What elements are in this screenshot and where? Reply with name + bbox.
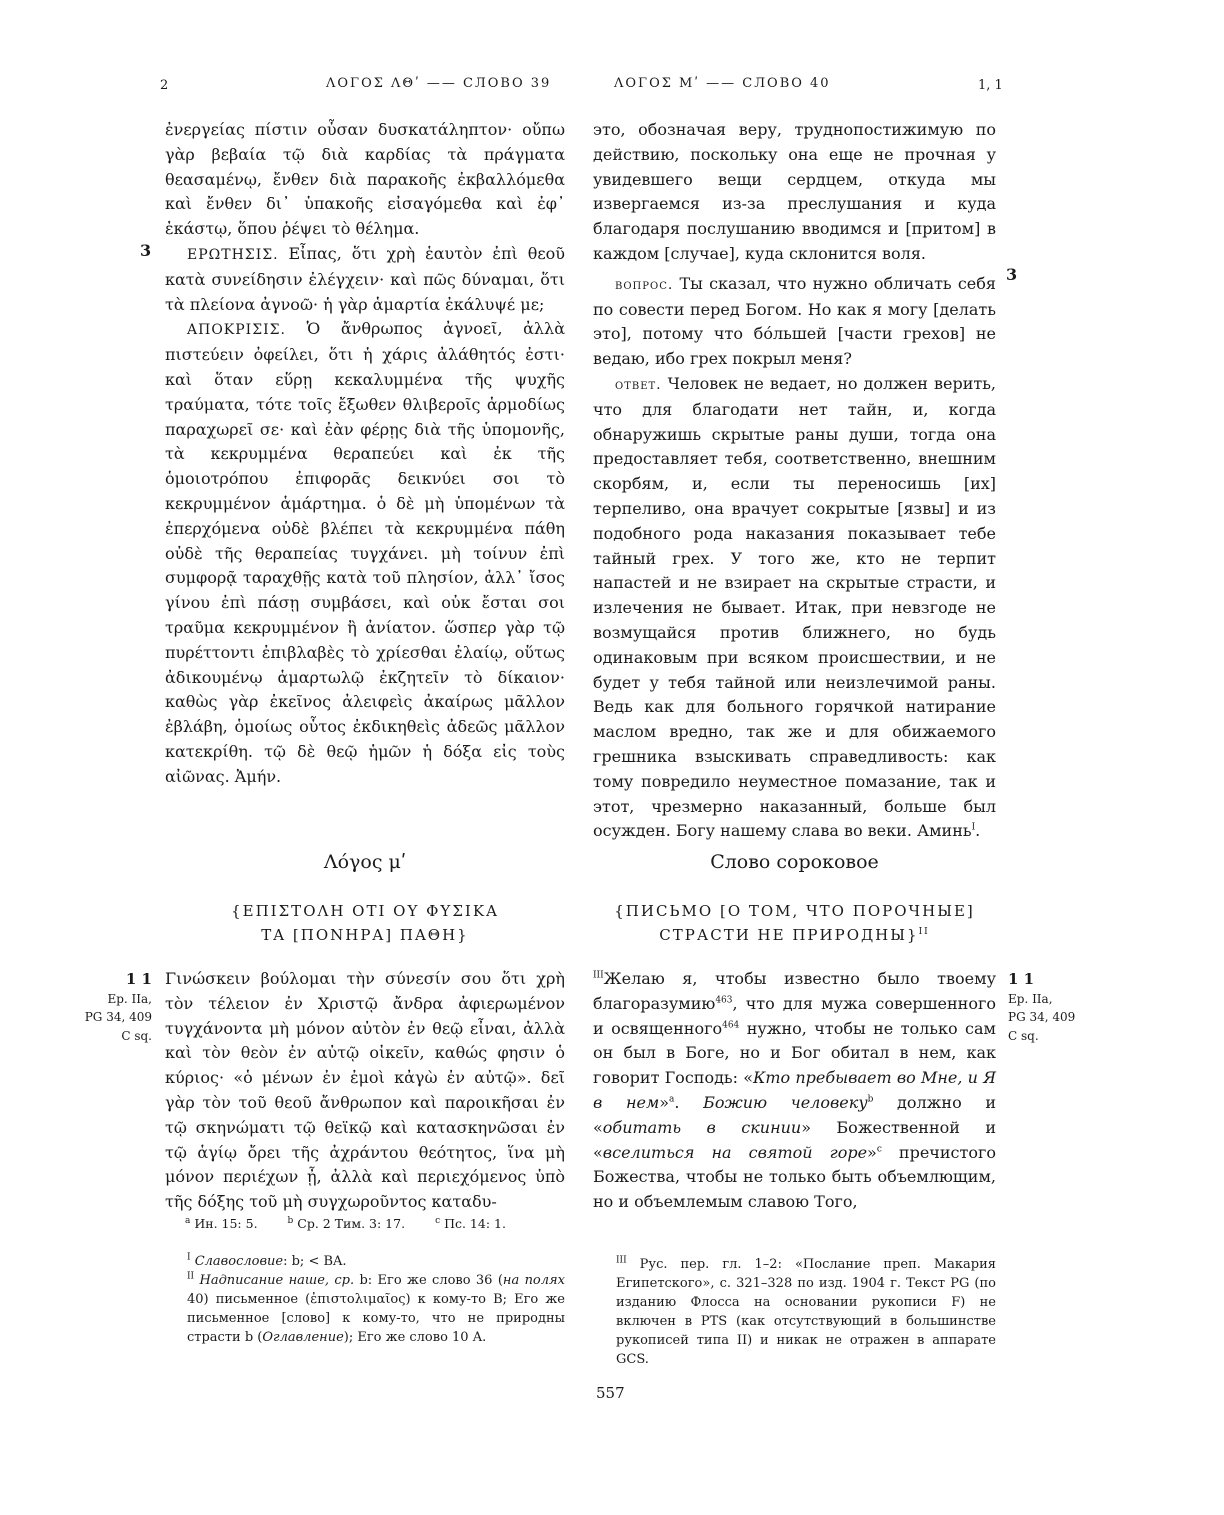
greek-answer-label: ΑΠΟΚΡΙΣΙΣ. <box>187 322 286 339</box>
margin-ref-line2-left: PG 34, 409 <box>84 1010 152 1024</box>
margin-ref-line1-left: Ep. IIa, <box>107 991 152 1006</box>
russian-answer-end: . <box>975 821 981 841</box>
bible-mark-b: b <box>867 1094 874 1105</box>
footnote-mark-I: I <box>971 822 976 833</box>
footnotes-right <box>616 1255 996 1369</box>
greek-subtitle-line2: ΤΑ [ΠΟΝΗΡΑ] ΠΑΘΗ} <box>261 926 469 944</box>
margin-ref-line3-right: C sq. <box>1008 1028 1039 1043</box>
russian-answer-label: ответ. <box>615 376 662 393</box>
russian-subtitle-line2-text: СТРАСТИ НЕ ПРИРОДНЫ} <box>659 926 919 944</box>
russian-question-label: вопрос. <box>615 276 674 293</box>
greek-column-bottom <box>165 967 565 1215</box>
text-run: , что для мужа совершенного и освященного <box>593 993 996 1038</box>
page-number-left: 2 <box>160 78 169 93</box>
greek-question-text: Εἶπας, ὅτι χρὴ ἑαυτὸν ἐπὶ θεοῦ κατὰ συνείδησιν ἐλέγχειν· καὶ πῶς δύναμαι, ὅτι τὰ πλείονα ἀγνοῶ· ἡ γὰρ ἁμαρτία ἐκάλυψέ με; <box>165 243 565 314</box>
footnote-mark-III: III <box>593 970 604 981</box>
bible-mark-c: c <box>876 1144 882 1155</box>
margin-ref-line2-right: PG 34, 409 <box>1008 1010 1076 1024</box>
note-mark-464: 464 <box>722 1020 740 1031</box>
text-run: » Божественной и « <box>593 1117 996 1162</box>
margin-ref-line3-left: C sq. <box>121 1028 152 1043</box>
russian-title: Слово сороковое <box>710 851 879 873</box>
text-run: пречистого Божества, чтобы не только быть объемлющим, но и объемлемым славою Того, <box>593 1142 996 1212</box>
footnote-II: $^{II}$ Надписание наше, ср. b: Его же слово 36 (на полях 40) письменное (ἐπιστολιμαῖος) к кому-то B; Его же письменное [слово] к кому-то, что не природны страсти b (Оглавление); Его же слово 10 A. <box>187 1271 565 1345</box>
section-number-left: 3 <box>140 241 152 260</box>
russian-letter-text <box>593 967 996 1215</box>
text-run: » <box>867 1142 877 1162</box>
text-run: . <box>674 1092 704 1112</box>
greek-question <box>165 242 565 317</box>
running-head-right: ΛΟΓΟΣ Μʹ —— СЛОВО 40 <box>614 76 831 91</box>
russian-subtitle <box>593 899 996 947</box>
greek-paragraph-1: ἐνεργείας πίστιν οὖσαν δυσκατάληπτον· οὔπω γὰρ βεβαία τῷ διὰ καρδίας τὰ πράγματα θεασαμένῳ, ἔνθεν διὰ παρακοῆς ἐκβαλλόμεθα καὶ ἔνθεν δι᾽ ὑπακοῆς εἰσαγόμεθα καὶ ἐφ᾽ ἑκάστῳ, ὅπου ῥέψει τὸ θέλημα. <box>165 120 565 239</box>
text-run: » <box>659 1092 670 1112</box>
russian-answer <box>593 372 996 844</box>
running-head-left: ΛΟΓΟΣ ΛΘʹ —— СЛОВО 39 <box>326 76 552 91</box>
greek-title: Λόγος μʹ <box>323 851 407 873</box>
footnote-III: $^{III}$ Рус. пер. гл. 1–2: «Послание преп. Макария Египетского», с. 321–328 по изд. 1904 г. Текст PG (по изданию Флосса на основании рукописи F) не включен в PTS (как отсутствующий в большинстве рукописей типа II) и никак не отражен в аппарате GCS. <box>616 1255 996 1367</box>
russian-column-bottom <box>593 967 996 1215</box>
greek-letter-text: Γινώσκειν βούλομαι τὴν σύνεσίν σου ὅτι χρὴ τὸν τέλειον ἐν Χριστῷ ἄνδρα ἀφιερωμένον τυγχάνοντα μὴ μόνον αὐτὸν ἐν θεῷ εἶναι, ἀλλὰ καὶ τὸν θεὸν ἐν αὐτῷ οἰκεῖν, καθώς φησιν ὁ κύριος· «ὁ μένων ἐν ἐμοὶ κἀγὼ ἐν αὐτῷ». δεῖ γὰρ τὸν τοῦ θεοῦ ἄνθρωπον καὶ παροικῆσαι ἐν τῷ σκηνώματι τῷ θεϊκῷ καὶ κατασκηνῶσαι ἐν τῷ ἁγίῳ ὄρει τῆς ἀχράντου θεότητος, ἵνα μὴ μόνον περιέχων ᾖ, ἀλλὰ καὶ περιεχόμενος ὑπὸ τῆς δόξης τοῦ μὴ συγχωροῦντος καταδυ- <box>165 969 565 1212</box>
russian-question-text: Ты сказал, что нужно обличать себя по совести перед Богом. Но как я могу [делать это], потому что бóльшей [части грехов] не ведаю, ибо грех покрыл меня? <box>593 273 996 369</box>
bible-ref-a: $^a$ Ин. 15: 5. <box>185 1215 258 1231</box>
bible-ref-c: $^c$ Пс. 14: 1. <box>435 1215 506 1231</box>
quote-italic: вселиться на святой горе <box>602 1142 868 1162</box>
text-run: нужно, чтобы не только сам он был в Боге, но и Бог обитал в нем, как говорит Господь: « <box>593 1018 997 1088</box>
greek-answer <box>165 317 565 789</box>
greek-answer-text: Ὁ ἄνθρωπος ἀγνοεῖ, ἀλλὰ πιστεύειν ὀφείλει, ὅτι ἡ χάρις ἀλάθητός ἐστι· καὶ ὅταν εὕρῃ κεκαλυμμένα τῆς ψυχῆς τραύματα, τότε τοῖς ἔξωθεν θλιβεροῖς ἁρμοδίως παραχωρεῖ σε· καὶ ἐὰν φέρῃς διὰ τῆς ὑπομονῆς, τὰ κεκρυμμένα θεραπεύει καὶ ἐκ τῆς ὁμοιοτρόπου ἐπιφορᾶς δεικνύει σοι τὸ κεκρυμμένον ἁμάρτημα. ὁ δὲ μὴ ὑπομένων τὰ ἐπερχόμενα οὐδὲ βλέπει τὰ κεκρυμμένα πάθη οὐδὲ τῆς θεραπείας τυγχάνει. μὴ τοίνυν ἐπὶ συμφορᾷ ταραχθῇς κατὰ τοῦ πλησίον, ἀλλ᾽ ἴσος γίνου ἐπὶ πάσῃ συμβάσει, καὶ οὐκ ἔσται σοι τραῦμα κεκρυμμένον ἢ ἀνίατον. ὥσπερ γὰρ τῷ πυρέττοντι ἐπιβλαβὲς τὸ χρίεσθαι ἐλαίῳ, οὕτως ἀδικουμένῳ ἁμαρτωλῷ ἐκζητεῖν τὸ δίκαιον· καθὼς γὰρ ἐκεῖνος ἀλειφεὶς ἀκαίρως μᾶλλον ἐβλάβη, ὁμοίως οὗτος ἐκδικηθεὶς ἀδεῶς μᾶλλον κατεκρίθη. τῷ δὲ θεῷ ἡμῶν ἡ δόξα εἰς τοὺς αἰῶνας. Ἀμήν. <box>165 319 565 786</box>
footnote-mark-II: II <box>918 927 930 937</box>
margin-ref-line1-right: Ep. IIa, <box>1008 991 1053 1006</box>
margin-section-left: 1 1 <box>125 970 152 988</box>
margin-reference-right <box>1008 970 1088 1045</box>
text-run: Желаю я, чтобы известно было твоему благоразумию <box>593 969 996 1013</box>
margin-section-right: 1 1 <box>1008 970 1035 988</box>
greek-subtitle-line1: {ΕΠΙΣΤΟΛΗ ΟΤΙ ΟΥ ΦΥΣΙΚΑ <box>231 902 499 920</box>
greek-question-label: ΕΡΩΤΗΣΙΣ. <box>187 246 279 263</box>
footnotes-left <box>187 1252 565 1347</box>
russian-question <box>593 272 996 372</box>
text-run: должно и « <box>593 1092 997 1137</box>
quote-italic: Кто пребывает во Мне, и Я в нем <box>593 1068 997 1112</box>
greek-column-top <box>165 118 565 790</box>
quote-italic: Божию человеку <box>703 1092 868 1112</box>
russian-answer-text: Человек не ведает, но должен верить, что для благодати нет тайн, и, когда обнаружишь скрытые раны души, тогда она предоставляет тебя, соответственно, внешним скорбям, и, если ты переносишь [их] терпеливо, она врачует сокрытые [язвы] и из подобного рода наказания показывает тебе тайный грех. У того же, кто не терпит напастей и не взирает на скрытые страсти, и излечения не бывает. Итак, при невзгоде не возмущайся против ближнего, но будь одинаковым при всяком происшествии, и не будет у тебя тайной или неизлечимой раны. Ведь как для больного горячкой натирание маслом вредно, так же и для обижаемого грешника взыскивать справедливость: как тому повредило неуместное помазание, так и этот, чрезмерно наказанный, больше был осужден. Богу нашему слава во веки. Аминь <box>593 373 996 841</box>
page-number: 557 <box>596 1384 625 1402</box>
bible-references <box>185 1214 585 1233</box>
russian-subtitle-line1: {ПИСЬМО [О ТОМ, ЧТО ПОРОЧНЫЕ] <box>614 902 975 920</box>
footnote-I: $^I$ Славословие: b; < BA. <box>187 1252 347 1269</box>
bible-mark-a: a <box>669 1094 675 1105</box>
margin-reference-left <box>82 970 152 1045</box>
quote-italic: обитать в скинии <box>602 1117 802 1137</box>
page-number-right: 1, 1 <box>978 78 1003 93</box>
note-mark-463: 463 <box>715 995 733 1006</box>
russian-subtitle-line2 <box>593 923 996 947</box>
russian-column-top <box>593 118 996 844</box>
bible-ref-b: $^b$ Ср. 2 Тим. 3: 17. <box>287 1215 406 1231</box>
russian-paragraph-1: это, обозначая веру, труднопостижимую по действию, поскольку она еще не прочная у увидевшего вещи сердцем, откуда мы извергаемся из-за преслушания и куда благодаря послушанию вводимся и [притом] в каждом [случае], куда склонится воля. <box>593 120 996 263</box>
section-number-right: 3 <box>1006 265 1018 284</box>
greek-subtitle <box>165 899 565 947</box>
